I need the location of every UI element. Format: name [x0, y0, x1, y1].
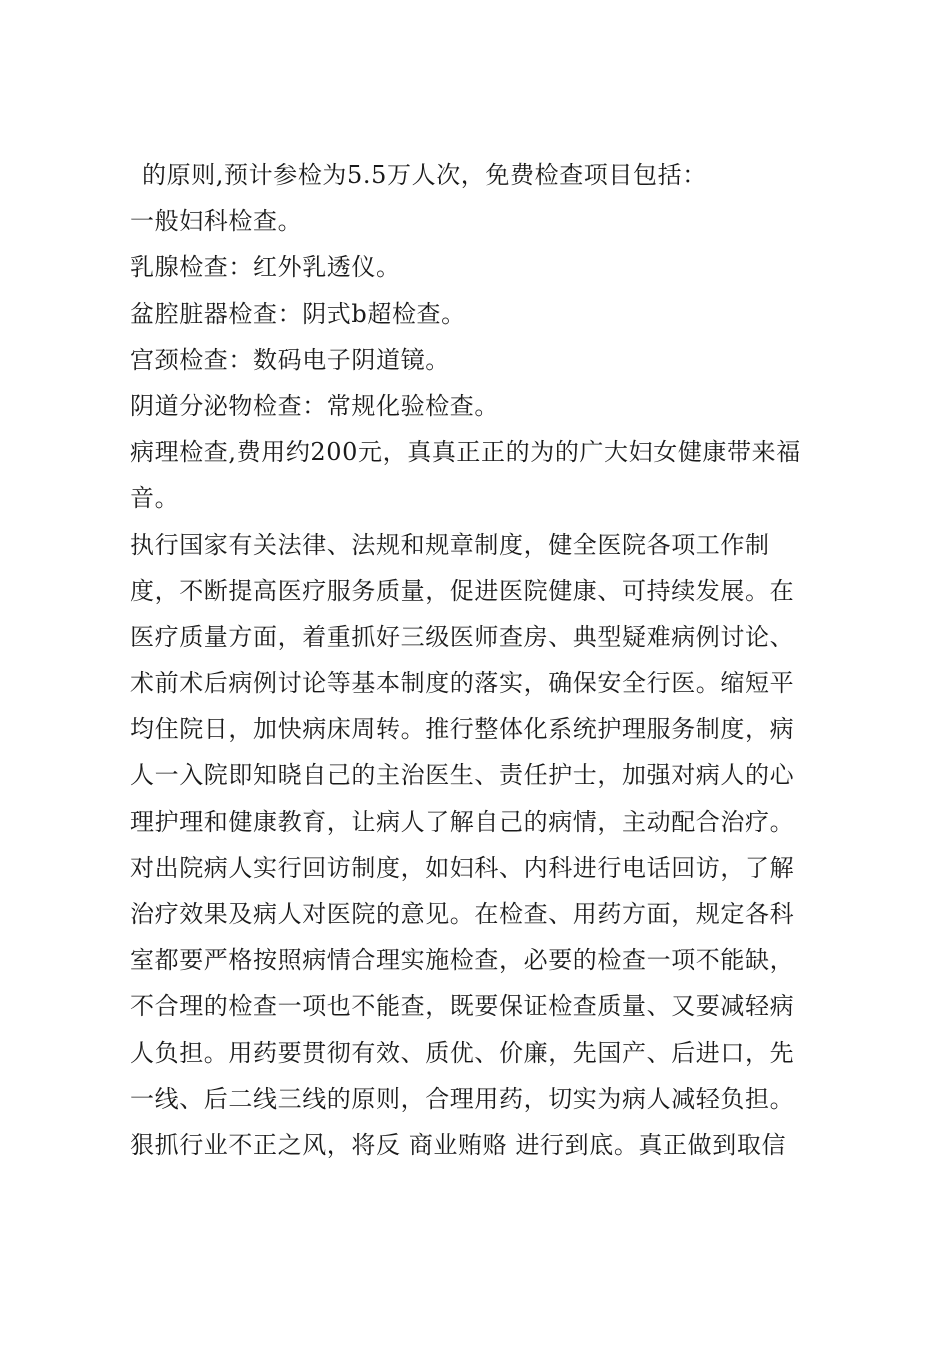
text-line: 宫颈检查：数码电子阴道镜。	[130, 345, 450, 374]
text-line: 狠抓行业不正之风，将反 商业贿赂 进行到底。真正做到取信	[130, 1130, 787, 1159]
text-line: 执行国家有关法律、法规和规章制度，健全医院各项工作制	[130, 530, 770, 559]
text-line: 的原则,预计参检为5.5万人次，免费检查项目包括：	[142, 161, 707, 189]
text-line: 一般妇科检查。	[130, 207, 303, 236]
text-line: 阴道分泌物检查：常规化验检查。	[130, 391, 499, 420]
text-line: 室都要严格按照病情合理实施检查，必要的检查一项不能缺，	[130, 946, 795, 975]
document-body	[130, 152, 830, 1168]
text-line: 盆腔脏器检查：阴式b超检查。	[130, 299, 466, 328]
text-line: 不合理的检查一项也不能查，既要保证检查质量、又要减轻病	[130, 992, 795, 1021]
text-line: 一线、后二线三线的原则，合理用药，切实为病人减轻负担。	[130, 1084, 795, 1113]
text-line: 病理检查,费用约200元，真真正正的为的广大妇女健康带来福	[130, 438, 801, 467]
text-line: 对出院病人实行回访制度，如妇科、内科进行电话回访，了解	[130, 853, 795, 882]
text-line: 乳腺检查：红外乳透仪。	[130, 253, 401, 282]
text-line: 理护理和健康教育，让病人了解自己的病情，主动配合治疗。	[130, 807, 795, 836]
text-line: 音。	[130, 484, 180, 513]
text-line: 人负担。用药要贯彻有效、质优、价廉，先国产、后进口，先	[130, 1038, 795, 1067]
text-line: 均住院日，加快病床周转。推行整体化系统护理服务制度，病	[130, 715, 795, 744]
text-line: 治疗效果及病人对医院的意见。在检查、用药方面，规定各科	[130, 900, 795, 928]
text-line: 术前术后病例讨论等基本制度的落实，确保安全行医。缩短平	[130, 669, 795, 698]
text-line: 医疗质量方面，着重抓好三级医师查房、典型疑难病例讨论、	[130, 622, 795, 651]
text-line: 度，不断提高医疗服务质量，促进医院健康、可持续发展。在	[130, 576, 795, 605]
text-line: 人一入院即知晓自己的主治医生、责任护士，加强对病人的心	[130, 761, 795, 790]
